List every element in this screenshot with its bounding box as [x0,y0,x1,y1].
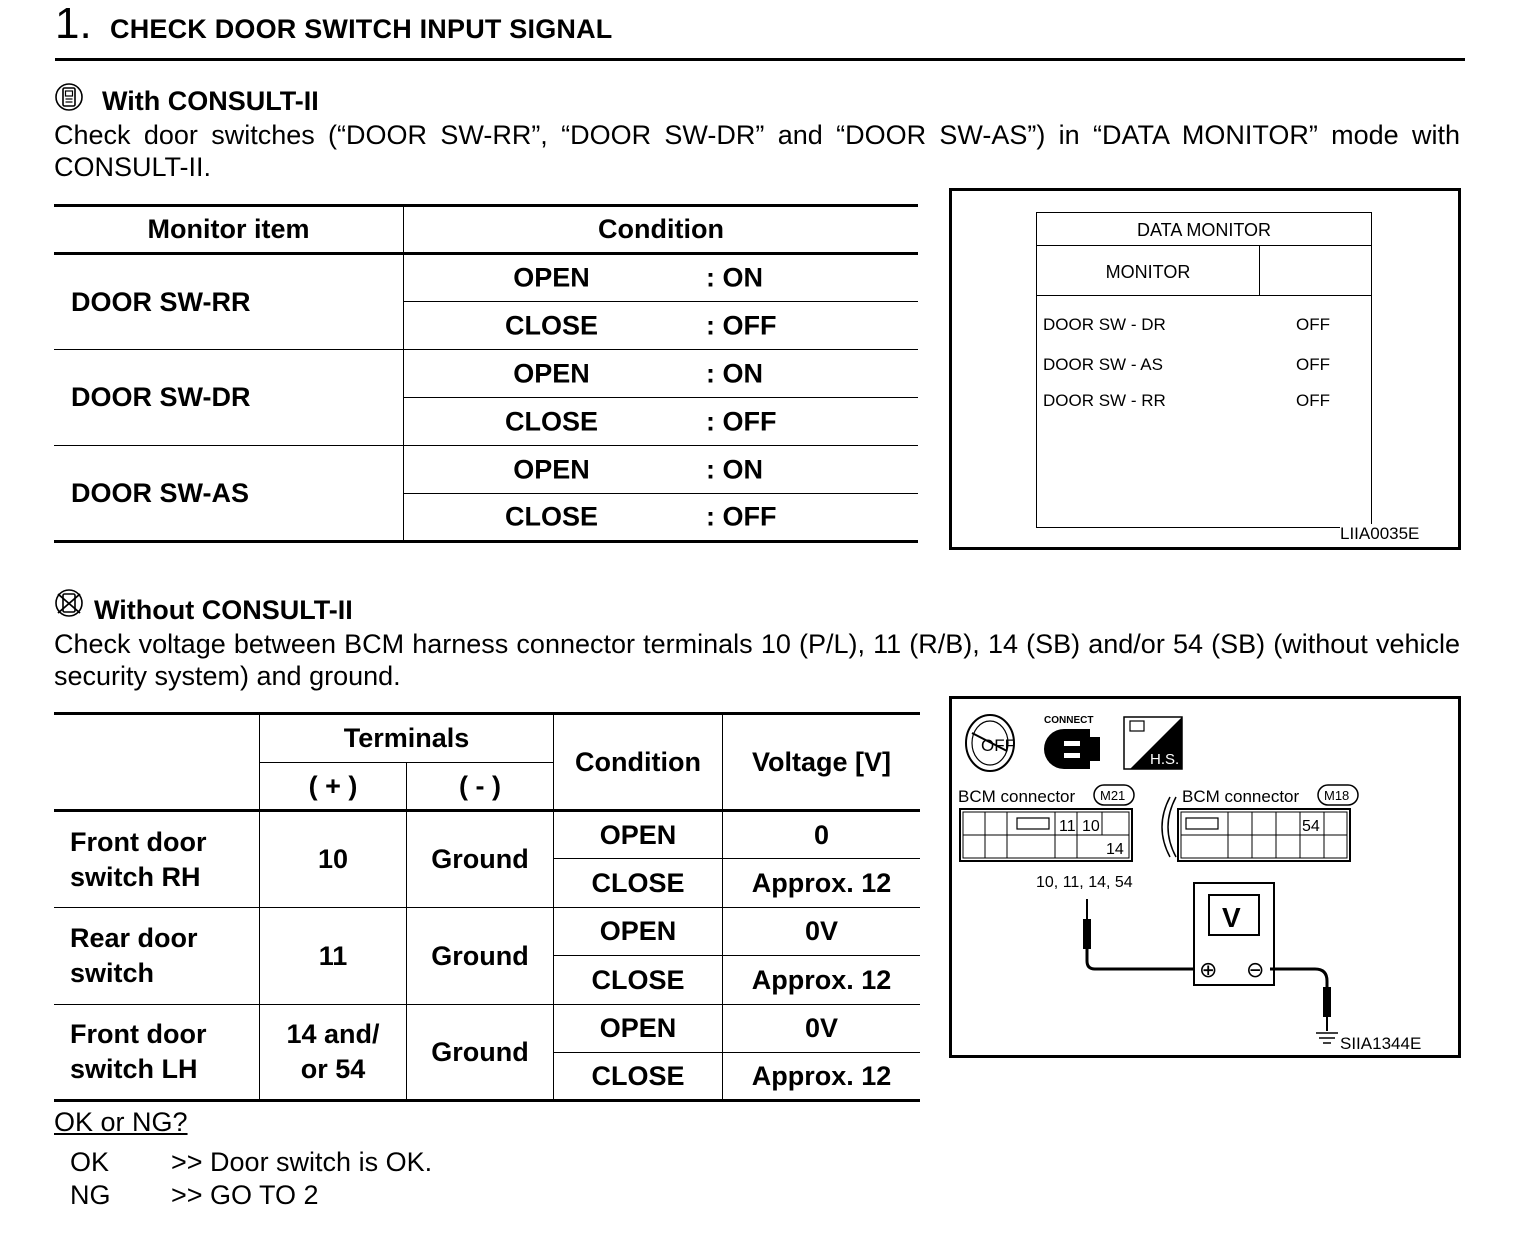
condition-state: OPEN [554,1005,723,1053]
condition-header: Condition [598,214,724,244]
minus-terminal: Ground [407,908,554,1005]
bcm-right-badge: M18 [1324,788,1350,803]
condition-cell: CLOSE : OFF [504,406,777,436]
voltage-value: 0V [723,908,921,956]
with-consult-title: With CONSULT-II [102,86,319,116]
ng-key: NG [70,1180,111,1210]
with-consult-text: Check door switches (“DOOR SW-RR”, “DOOR SW-DR” and “DOOR SW-AS”) in “DATA MONITOR” mode with CONSULT-II. [54,120,1460,182]
svg-text:OFF: OFF [981,736,1015,755]
plus-terminal: 10 [260,811,407,908]
blank-header [54,714,260,811]
plus-header: ( + ) [260,763,407,811]
minus-symbol: ⊖ [1246,958,1265,983]
ignition-off-icon [966,715,1015,771]
condition-state: CLOSE [554,956,723,1005]
condition-state: OPEN [554,811,723,859]
terminal-14: 14 [1106,841,1124,858]
voltage-table [54,712,920,1102]
bcm-left-badge: M21 [1100,788,1126,803]
bcm-left-label: BCM connector [958,787,1076,806]
bcm-right-label: BCM connector [1182,787,1300,806]
minus-terminal: Ground [407,1005,554,1101]
svg-text:CONNECT: CONNECT [1044,715,1094,726]
switch-name: Front door switch LH [54,1005,260,1101]
screen-divider [1037,295,1371,296]
step-number: 1. [55,0,92,48]
monitor-label: MONITOR [1037,246,1260,295]
monitor-screen [1036,212,1372,528]
voltage-value: Approx. 12 [751,1060,892,1091]
terminal-54: 54 [1302,818,1320,835]
monitor-row-name: DOOR SW - RR [1043,391,1166,410]
svg-text:H.S.: H.S. [1150,751,1180,768]
plus-terminal: 14 and/ or 54 [260,1005,407,1101]
consult-icon [53,83,85,113]
plus-terminal: 11 [260,908,407,1005]
figure-code: SIIA1344E [1340,1034,1422,1053]
data-monitor-figure [949,188,1461,550]
figure-code: LIIA0035E [1340,524,1420,543]
harness-icon [1124,717,1182,769]
ok-key: OK [70,1147,110,1177]
condition-header: Condition [554,714,723,811]
switch-name: Front door switch RH [54,811,260,908]
monitor-item: DOOR SW-RR [54,254,404,350]
connect-icon [1044,715,1100,769]
monitor-item-header: Monitor item [54,206,404,254]
voltage-header: Voltage [V] [723,714,921,811]
monitor-item: DOOR SW-DR [54,350,404,446]
monitor-row-value: OFF [1296,355,1330,374]
bcm-connector-figure [949,696,1461,1058]
terminals-header: Terminals [260,714,554,763]
condition-state: CLOSE [554,1053,723,1101]
condition-cell: CLOSE : OFF [504,310,777,340]
ok-ng-question: OK or NG? [54,1107,188,1137]
monitor-row-value: OFF [1296,315,1330,334]
voltage-value: Approx. 12 [723,859,921,908]
without-consult-title: Without CONSULT-II [94,595,353,625]
minus-header: ( - ) [407,763,554,811]
terminal-list: 10, 11, 14, 54 [1036,874,1133,891]
screen-title: DATA MONITOR [1037,213,1371,246]
terminal-11: 11 [1059,818,1076,835]
condition-cell: OPEN : ON [513,358,763,388]
step-title: CHECK DOOR SWITCH INPUT SIGNAL [110,14,613,44]
ok-result: >> Door switch is OK. [171,1147,433,1177]
monitor-table [54,204,918,543]
monitor-item: DOOR SW-AS [54,446,404,542]
plus-symbol: ⊕ [1199,958,1218,983]
voltage-value: 0V [723,1005,921,1053]
without-consult-text: Check voltage between BCM harness connector terminals 10 (P/L), 11 (R/B), 14 (SB) and/or 54 (SB) (without vehicle security system) and ground. [54,629,1460,691]
condition-cell: CLOSE : OFF [504,501,777,532]
connector-diagram [952,699,1458,1055]
monitor-row-name: DOOR SW - DR [1043,315,1166,334]
voltage-value: 0 [723,811,921,859]
no-consult-icon [53,589,85,619]
condition-state: CLOSE [554,859,723,908]
condition-cell: OPEN : ON [513,262,763,293]
terminal-10: 10 [1082,818,1100,835]
switch-name: Rear door switch [54,908,260,1005]
condition-cell: OPEN : ON [513,454,763,484]
header-rule [55,58,1465,61]
minus-terminal: Ground [407,811,554,908]
meter-label: V [1222,902,1241,933]
voltage-value: Approx. 12 [723,956,921,1005]
ng-result: >> GO TO 2 [171,1180,319,1210]
condition-state: OPEN [554,908,723,956]
monitor-row-value: OFF [1296,391,1330,410]
monitor-row-name: DOOR SW - AS [1043,355,1163,374]
